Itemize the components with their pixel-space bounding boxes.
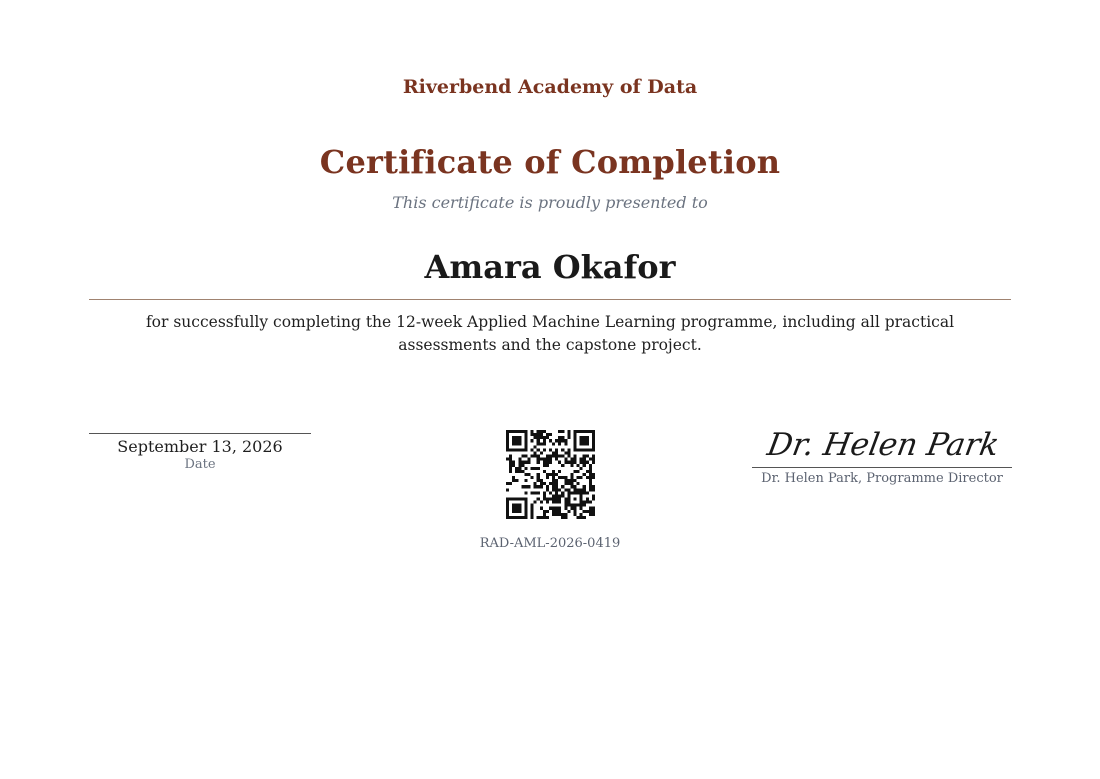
signatory-caption: Dr. Helen Park, Programme Director — [761, 471, 1003, 486]
certificate-title: Certificate of Completion — [319, 143, 781, 181]
date-line — [89, 433, 311, 434]
date-block — [89, 433, 311, 473]
date-label: Date — [184, 457, 216, 472]
completion-description: for successfully completing the 12-week Applied Machine Learning programme, including all practical assessments and the capstone project. — [145, 313, 955, 354]
signature-line — [752, 467, 1012, 468]
issue-date: September 13, 2026 — [117, 437, 283, 456]
certificate-id: RAD-AML-2026-0419 — [479, 536, 621, 551]
recipient-name: Amara Okafor — [424, 248, 676, 286]
signature-script: Dr. Helen Park — [764, 427, 1002, 463]
signature-block — [752, 418, 1012, 487]
institution-name: Riverbend Academy of Data — [402, 76, 698, 98]
recipient-divider — [89, 299, 1011, 300]
signature — [752, 418, 1012, 466]
presented-line: This certificate is proudly presented to — [392, 193, 708, 212]
qr-code-icon — [506, 430, 595, 519]
